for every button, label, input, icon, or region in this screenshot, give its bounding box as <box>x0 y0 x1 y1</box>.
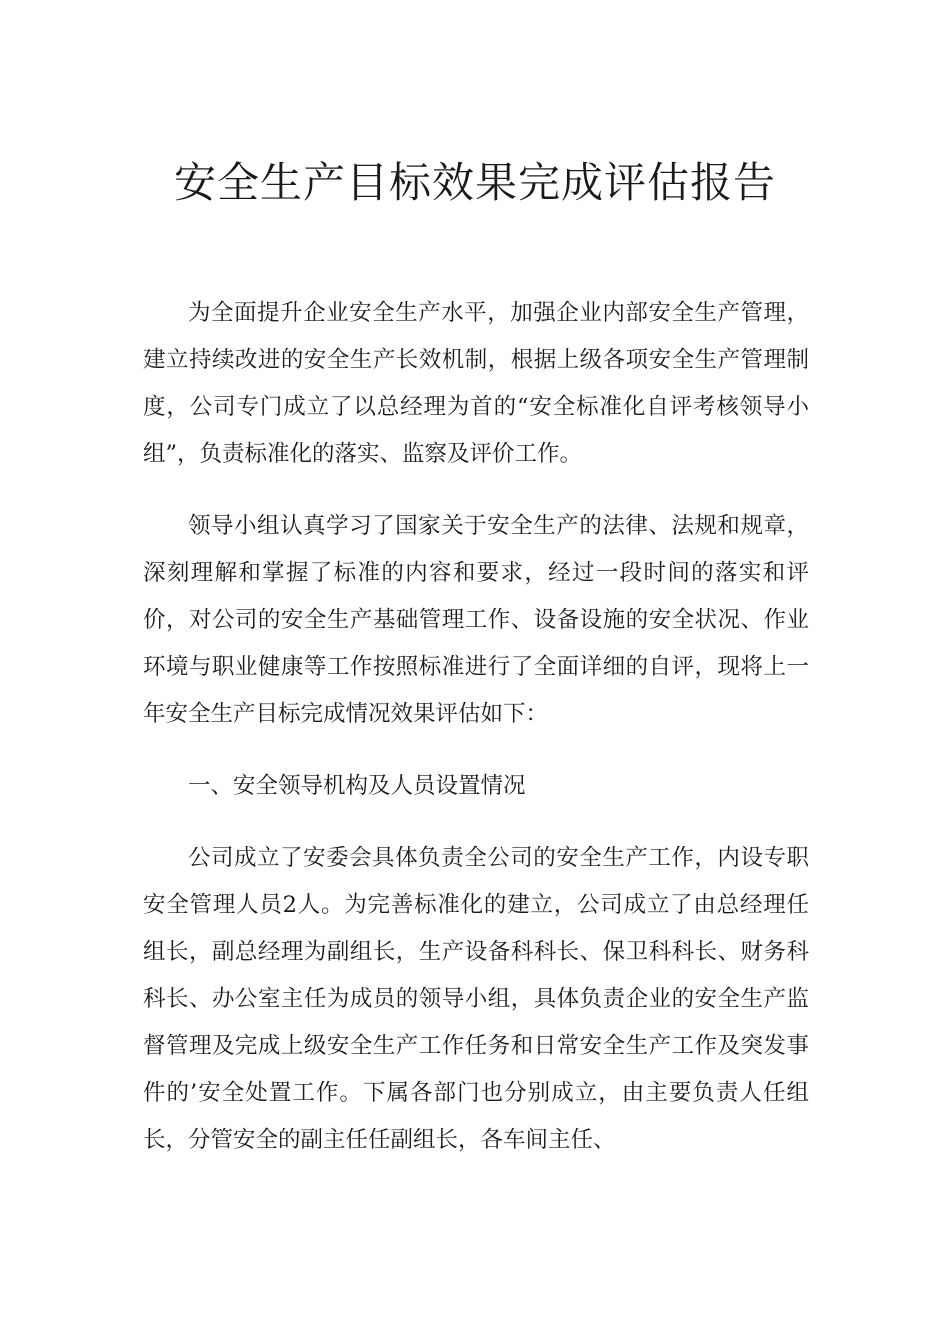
section-heading-leadership: 一、安全领导机构及人员设置情况 <box>188 773 526 799</box>
paragraph-leadership-setup: 公司成立了安委会具体负责全公司的安全生产工作，内设专职安全管理人员2人。为完善标准化的建立，公司成立了由总经理任组长，副总经理为副组长，生产设备科科长、保卫科科长、财务科科长、办公室主任为成员的领导小组，具体负责企业的安全生产监督管理及完成上级安全生产工作任务和日常安全生产工作及突发事件的’安全处置工作。下属各部门也分别成立，由主要负责人任组长，分管安全的副主任任副组长，各车间主任、 <box>143 845 809 1153</box>
paragraph-intro: 为全面提升企业安全生产水平，加强企业内部安全生产管理，建立持续改进的安全生产长效机制，根据上级各项安全生产管理制度，公司专门成立了以总经理为首的“安全标准化自评考核领导小组”，负责标准化的落实、监察及评价工作。 <box>143 300 809 467</box>
document-title: 安全生产目标效果完成评估报告 <box>173 158 776 207</box>
document-body <box>143 290 809 1189</box>
paragraph-self-evaluation: 领导小组认真学习了国家关于安全生产的法律、法规和规章，深刻理解和掌握了标准的内容和要求，经过一段时间的落实和评价，对公司的安全生产基础管理工作、设备设施的安全状况、作业环境与职业健康等工作按照标准进行了全面详细的自评，现将上一年安全生产目标完成情况效果评估如下： <box>143 513 809 727</box>
